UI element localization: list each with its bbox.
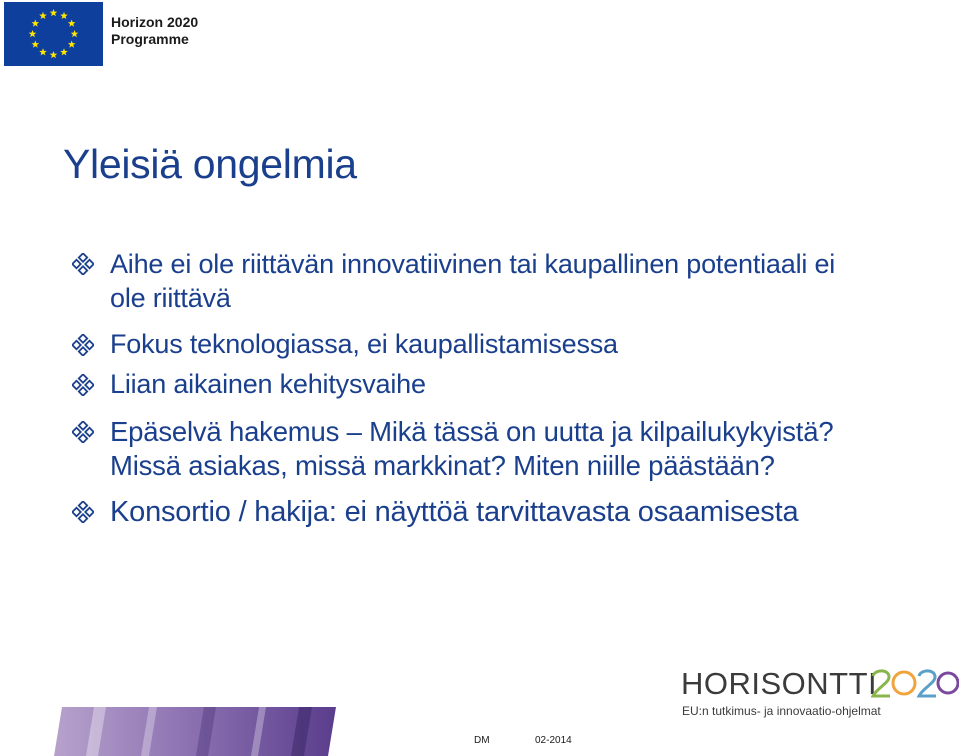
eu-star-icon xyxy=(60,48,68,55)
bullet-text: Konsortio / hakija: ei näyttöä tarvittavasta osaamisesta xyxy=(110,496,799,528)
diamond-bullet-icon xyxy=(72,253,94,275)
horisontti-logo xyxy=(681,666,960,726)
footer-date: 02-2014 xyxy=(535,735,572,746)
footer-author: DM xyxy=(474,735,490,746)
programme-label xyxy=(111,14,198,48)
eu-star-icon xyxy=(32,20,40,27)
programme-line-2: Programme xyxy=(111,31,189,47)
programme-line-1: Horizon 2020 xyxy=(111,14,199,30)
eu-star-icon xyxy=(68,20,76,27)
eu-star-icon xyxy=(32,41,40,48)
footer-stripe-graphic xyxy=(54,707,336,756)
eu-star-icon xyxy=(71,30,79,37)
eu-star-icon xyxy=(68,41,76,48)
eu-star-icon xyxy=(39,48,47,55)
bullet-item xyxy=(72,247,835,315)
eu-flag-icon xyxy=(4,2,103,66)
bullet-text: Liian aikainen kehitysvaihe xyxy=(110,369,426,399)
diamond-bullet-icon xyxy=(72,374,94,396)
logo-2020-graphic xyxy=(871,668,959,698)
eu-star-icon xyxy=(50,51,58,58)
bullet-item xyxy=(72,495,798,529)
bullet-item xyxy=(72,415,833,483)
diamond-bullet-icon xyxy=(72,334,94,356)
logo-tagline: EU:n tutkimus- ja innovaatio-ohjelmat xyxy=(682,704,881,718)
bullet-text: Epäselvä hakemus – Mikä tässä on uutta ja kilpailukykyistä? xyxy=(110,416,834,447)
bullet-text: ole riittävä xyxy=(110,283,231,313)
diamond-bullet-icon xyxy=(72,501,94,523)
logo-word: HORISONTTI xyxy=(681,666,878,701)
bullet-text: Missä asiakas, missä markkinat? Miten niille päästään? xyxy=(110,450,775,481)
bullet-text: Aihe ei ole riittävän innovatiivinen tai kaupallinen potentiaali ei xyxy=(110,249,836,279)
bullet-item xyxy=(72,367,426,401)
eu-star-icon xyxy=(29,30,37,37)
bullet-text: Fokus teknologiassa, ei kaupallistamisessa xyxy=(110,329,618,359)
eu-star-icon xyxy=(50,9,58,16)
slide-title: Yleisiä ongelmia xyxy=(63,141,357,187)
eu-star-icon xyxy=(39,12,47,19)
bullet-item xyxy=(72,327,618,361)
eu-star-icon xyxy=(60,12,68,19)
diamond-bullet-icon xyxy=(72,421,94,443)
